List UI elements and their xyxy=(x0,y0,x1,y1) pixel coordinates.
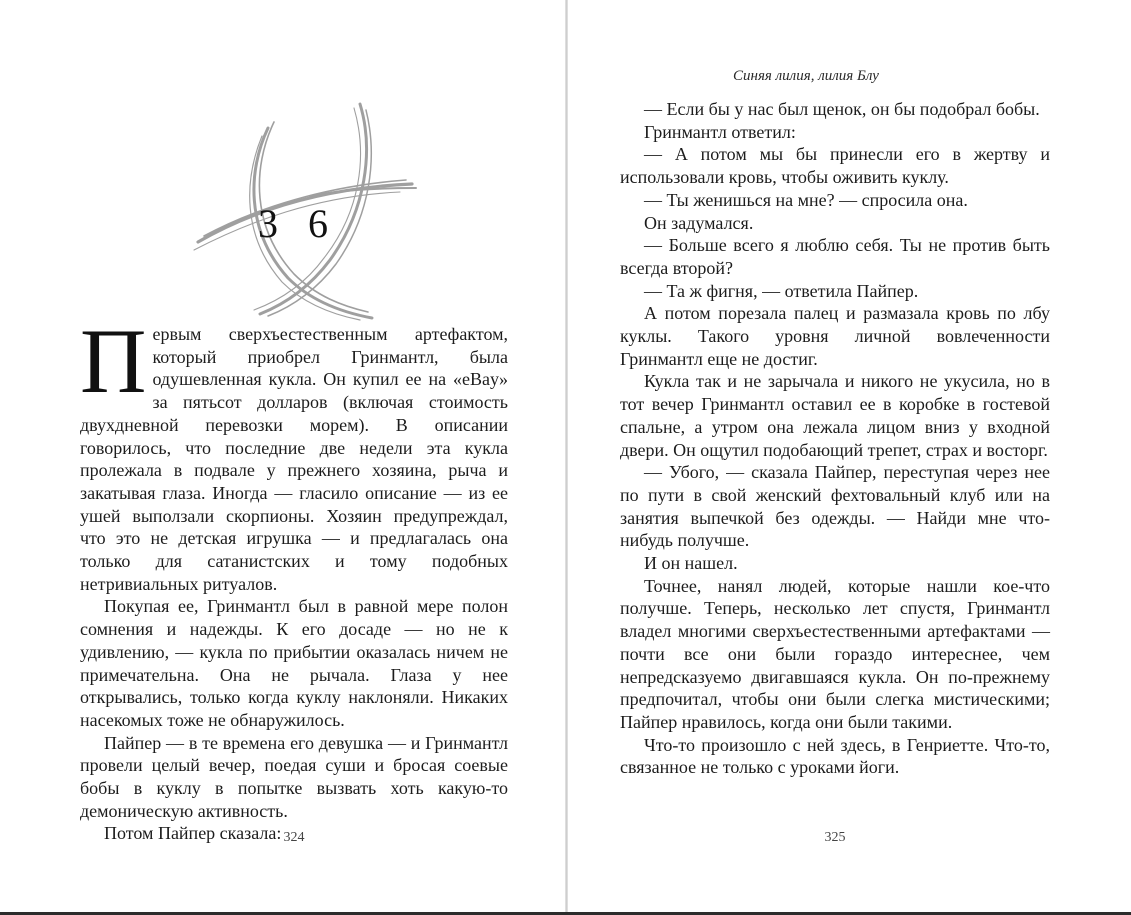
paragraph: — А потом мы бы принесли его в жертву и использовали кровь, чтобы оживить куклу. xyxy=(620,144,1050,188)
paragraph: Потом Пайпер сказала: xyxy=(104,823,282,844)
paragraph: Точнее, нанял людей, которые нашли кое-что получше. Теперь, несколько лет спустя, Гринмантл владел многими сверхъестественными артефактами — почти все они были гораздо интереснее, чем непредсказуемо двигавшаяся кукла. Он по-прежнему предпочитал, чтобы они были слегка мистическими; Пайпер нравилось, когда они были такими. xyxy=(620,575,1050,732)
running-head: Синяя лилия, лилия Блу xyxy=(733,68,879,84)
paragraph: Он задумался. xyxy=(644,212,754,233)
paragraph: — Та ж фигня, — ответила Пайпер. xyxy=(644,280,919,301)
drop-cap: П xyxy=(80,310,147,412)
paragraph xyxy=(80,310,508,595)
paragraph: Покупая ее, Гринмантл был в равной мере полон сомнения и надежды. К его досаде — но не к удивлению, — кукла по прибытии оказалась ничем не примечательна. Она не рычала. Глаза у нее открывались, только когда куклу наклоняли. Никаких насекомых тоже не обнаружилось. xyxy=(80,596,508,730)
left-page-text xyxy=(80,310,508,845)
paragraph: Пайпер — в те времена его девушка — и Гринмантл провели целый вечер, поедая суши и бросая соевые бобы в куклу в попытке вызвать хоть какую-то демоническую активность. xyxy=(80,732,508,821)
paragraph: — Убого, — сказала Пайпер, переступая через нее по пути в свой женский фехтовальный клуб или на занятия выпечкой без одежды. — Найди мне что-нибудь получше. xyxy=(620,462,1050,551)
paragraph: И он нашел. xyxy=(644,553,738,574)
page-number: 324 xyxy=(283,830,305,845)
paragraph: Кукла так и не зарычала и никого не укусила, но в тот вечер Гринмантл оставил ее в коробке в гостевой спальне, а утром она лежала лицом вниз у входной двери. Он ощутил подобающий трепет, страх и восторг. xyxy=(620,371,1050,460)
paragraph: — Ты женишься на мне? — спросила она. xyxy=(644,189,968,210)
chapter-number: 3 6 xyxy=(258,201,338,246)
paragraph: А потом порезала палец и размазала кровь по лбу куклы. Такого уровня личной вовлеченности Гринмантл еще не достиг. xyxy=(620,303,1050,369)
paragraph: — Если бы у нас был щенок, он бы подобрал бобы. xyxy=(644,99,1040,119)
page-number: 325 xyxy=(824,830,846,845)
paragraph: Гринмантл ответил: xyxy=(644,121,796,142)
right-page-text xyxy=(620,98,1050,779)
paragraph-text: ервым сверхъестественным артефактом, который приобрел Гринмантл, была одушевленная кукла. Он купил ее на «eBay» за пятьсот долларов (включая стоимость двухдневной перевозки морем). В описании говорилось, что последние две недели эта кукла пролежала в подвале у прежнего хозяина, рыча и закатывая глаза. Иногда — гласило описание — из ее ушей выползали скорпионы. Хозяин предупреждал, что это не детская игрушка — и предлагалась она только для сатанистских и тому подобных нетривиальных ритуалов. xyxy=(80,324,508,594)
paragraph: — Больше всего я люблю себя. Ты не против быть всегда второй? xyxy=(620,235,1050,278)
paragraph: Что-то произошло с ней здесь, в Генриетте. Что-то, связанное не только с уроками йоги. xyxy=(620,734,1050,778)
